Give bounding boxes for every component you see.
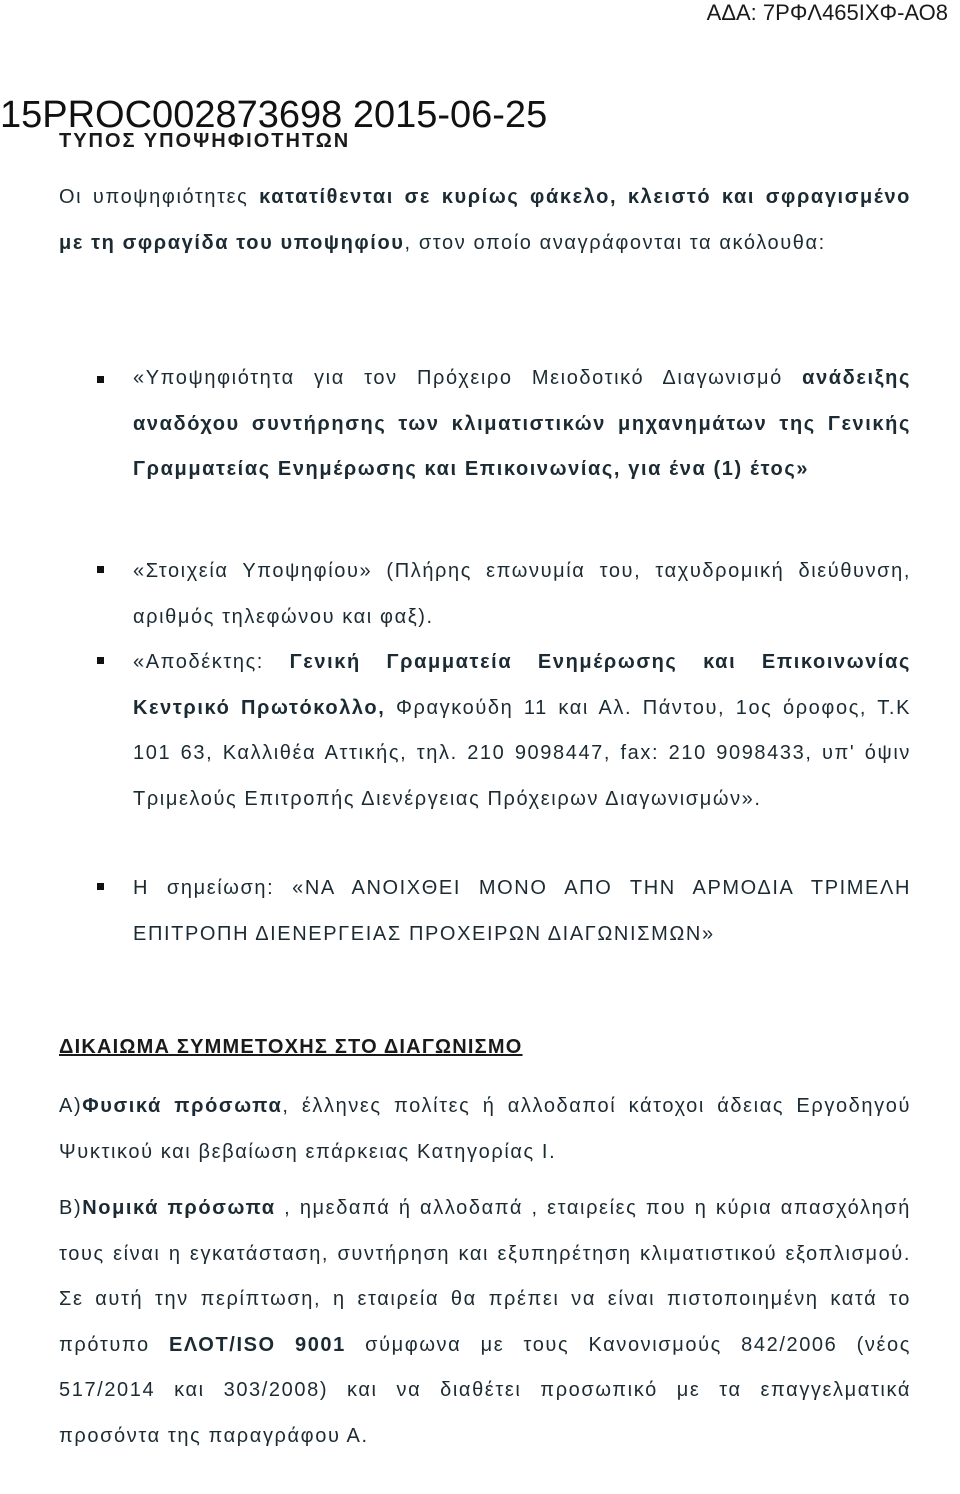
paragraph-legal-entities: Β)Νομικά πρόσωπα , ημεδαπά ή αλλοδαπά , εταιρείες που η κύρια απασχόλησή τους είναι η εγκατάσταση, συντήρηση και εξυπηρέτηση κλιματιστικού εξοπλισμού. Σε αυτή την περίπτωση, η εταιρεία θα πρέπει να είναι πιστοποιημένη κατά το πρότυπο ΕΛΟΤ/ISO 9001 σύμφωνα με τους Κανονισμούς 842/2006 (νέος 517/2014 και 303/2008) και να διαθέτει προσωπικό με τα επαγγελματικά προσόντα της παραγράφου Α. [59, 1197, 911, 1447]
bullet-square-icon [97, 566, 104, 573]
bullet-item-note: Η σημείωση: «ΝΑ ΑΝΟΙΧΘΕΙ ΜΟΝΟ ΑΠΟ ΤΗΝ ΑΡΜΟΔΙΑ ΤΡΙΜΕΛΗ ΕΠΙΤΡΟΠΗ ΔΙΕΝΕΡΓΕΙΑΣ ΠΡΟΧΕΙΡΩΝ ΔΙΑΓΩΝΙΣΜΩΝ» [133, 877, 911, 945]
document-id-stamp: 15PROC002873698 2015-06-25 [0, 94, 548, 136]
ada-stamp: ΑΔΑ: 7ΡΦΛ465ΙΧΦ-ΑΟ8 [706, 0, 948, 25]
section-heading-participation-right: ΔΙΚΑΙΩΜΑ ΣΥΜΜΕΤΟΧΗΣ ΣΤΟ ΔΙΑΓΩΝΙΣΜΟ [59, 1036, 523, 1058]
bullet-square-icon [97, 376, 104, 383]
bullet-square-icon [97, 657, 104, 664]
bullet-square-icon [97, 883, 104, 890]
intro-paragraph: Οι υποψηφιότητες κατατίθενται σε κυρίως φάκελο, κλειστό και σφραγισμένο με τη σφραγίδα του υποψηφίου, στον οποίο αναγράφονται τα ακόλουθα: [59, 186, 911, 254]
paragraph-natural-persons: Α)Φυσικά πρόσωπα, έλληνες πολίτες ή αλλοδαποί κάτοχοι άδειας Εργοδηγού Ψυκτικού και βεβαίωση επάρκειας Κατηγορίας Ι. [59, 1095, 911, 1163]
bullet-item-candidate-details: «Στοιχεία Υποψηφίου» (Πλήρης επωνυμία του, ταχυδρομική διεύθυνση, αριθμός τηλεφώνου και φαξ). [133, 560, 911, 628]
bullet-item-recipient: «Αποδέκτης: Γενική Γραμματεία Ενημέρωσης και Επικοινωνίας Κεντρικό Πρωτόκολλο, Φραγκούδη 11 και Αλ. Πάντου, 1ος όροφος, Τ.Κ 101 63, Καλλιθέα Αττικής, τηλ. 210 9098447, fax: 210 9098433, υπ' όψιν Τριμελούς Επιτροπής Διενέργειας Πρόχειρων Διαγωνισμών». [133, 651, 912, 810]
section-heading-submission-type: ΤΥΠΟΣ ΥΠΟΨΗΦΙΟΤΗΤΩΝ [59, 130, 351, 152]
bullet-item-subject: «Υποψηφιότητα για τον Πρόχειρο Μειοδοτικό Διαγωνισμό ανάδειξης αναδόχου συντήρησης των κλιματιστικών μηχανημάτων της Γενικής Γραμματείας Ενημέρωσης και Επικοινωνίας, για ένα (1) έτος» [133, 367, 911, 480]
